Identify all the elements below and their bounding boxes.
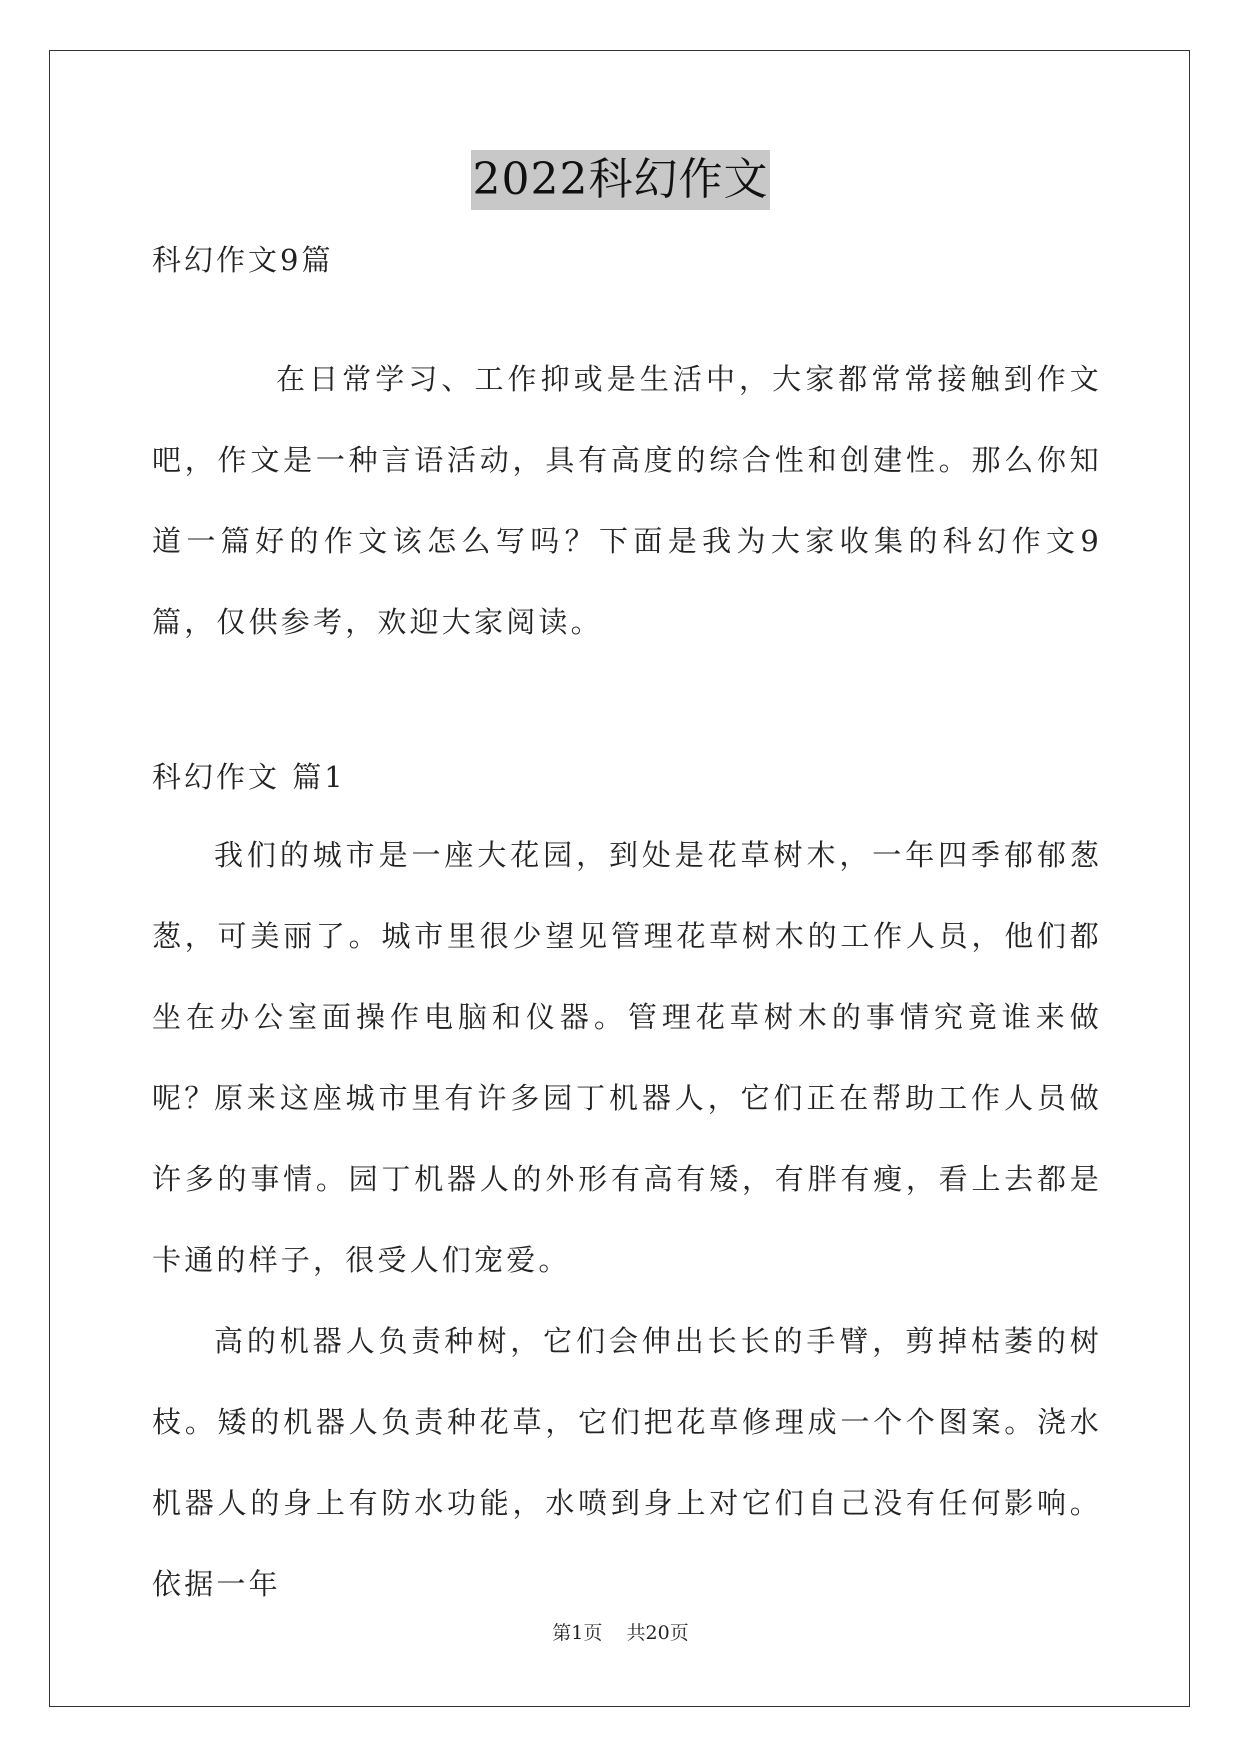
section-heading: 科幻作文 篇1 bbox=[152, 760, 346, 794]
total-pages: 共20页 bbox=[626, 1622, 689, 1644]
body-paragraph-2: 原来这座城市里有许多园丁机器人，它们正在帮助工作人员做许多的事情。园丁机器人的外形有高有矮，有胖有瘦，看上去都是卡通的样子，很受人们宠爱。 bbox=[152, 1081, 1102, 1277]
page-footer bbox=[0, 1621, 1241, 1645]
body-paragraph-3: 高的机器人负责种树，它们会伸出长长的手臂，剪掉枯萎的树枝。矮的机器人负责种花草，它们把花草修理成一个个图案。浇水机器人的身上有防水功能，水喷到身上对它们自己没有任何影响。依据一年 bbox=[152, 1324, 1102, 1601]
intro-paragraph: 在日常学习、工作抑或是生活中，大家都常常接触到作文吧，作文是一种言语活动，具有高度的综合性和创建性。那么你知道一篇好的作文该怎么写吗？下面是我为大家收集的科幻作文9篇，仅供参考，欢迎大家阅读。 bbox=[152, 362, 1102, 639]
document-title: 2022科幻作文 bbox=[471, 150, 771, 210]
title-container bbox=[0, 150, 1241, 210]
page-number: 第1页 bbox=[552, 1622, 603, 1644]
document-subtitle: 科幻作文9篇 bbox=[152, 243, 334, 277]
body-paragraph-1: 我们的城市是一座大花园，到处是花草树木，一年四季郁郁葱葱，可美丽了。城市里很少望见管理花草树木的工作人员，他们都坐在办公室面操作电脑和仪器。管理花草树木的事情究竟谁来做呢？ bbox=[152, 838, 1102, 1115]
